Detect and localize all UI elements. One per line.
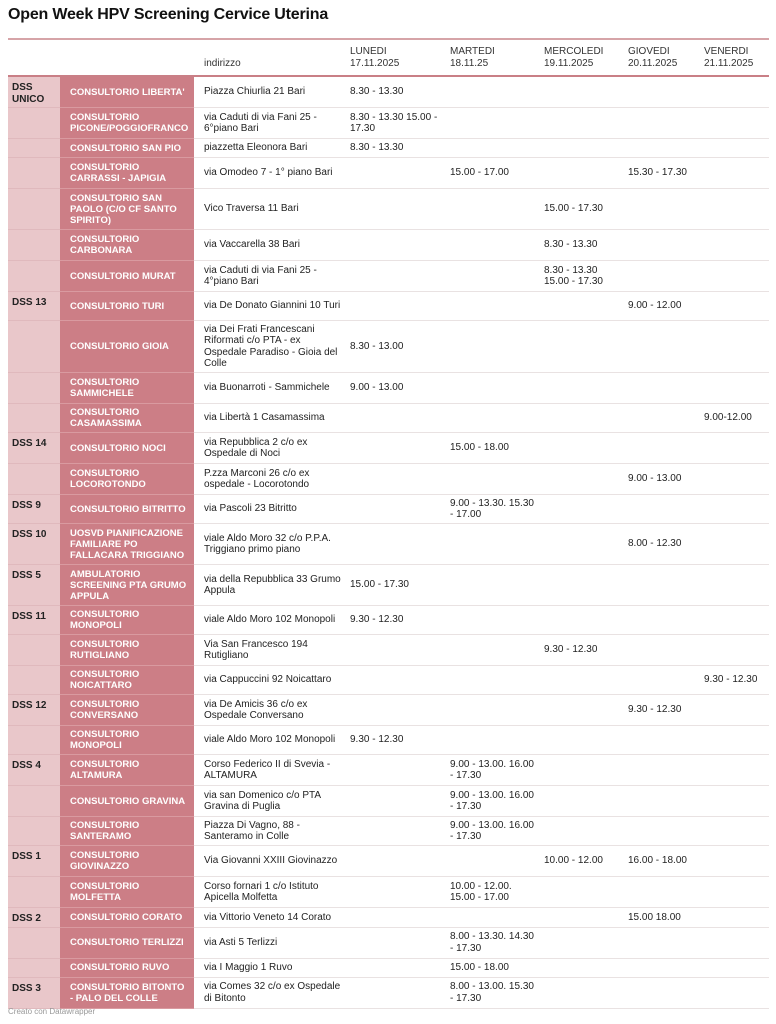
time-cell-mer xyxy=(540,404,624,433)
dss-cell xyxy=(8,139,60,158)
address-cell: via Pascoli 23 Bitritto xyxy=(194,495,346,524)
time-cell-mer: 9.30 - 12.30 xyxy=(540,635,624,666)
time-cell-ven xyxy=(700,261,769,292)
time-cell-lun xyxy=(346,958,446,977)
time-cell-ven xyxy=(700,433,769,464)
dss-cell xyxy=(8,958,60,977)
time-cell-mar xyxy=(446,189,540,230)
time-cell-ven xyxy=(700,524,769,565)
table-row xyxy=(8,158,769,189)
time-cell-gio xyxy=(624,817,700,846)
consultorio-name: AMBULATORIO SCREENING PTA GRUMO APPULA xyxy=(60,565,194,606)
time-cell-mar xyxy=(446,139,540,158)
time-cell-mar xyxy=(446,565,540,606)
time-cell-lun: 15.00 - 17.30 xyxy=(346,565,446,606)
table-row xyxy=(8,695,769,726)
time-cell-ven xyxy=(700,230,769,261)
time-cell-lun xyxy=(346,908,446,928)
table-row xyxy=(8,877,769,908)
consultorio-name: UOSVD PIANIFICAZIONE FAMILIARE PO FALLACARA TRIGGIANO xyxy=(60,524,194,565)
address-cell: viale Aldo Moro 102 Monopoli xyxy=(194,726,346,755)
time-cell-lun xyxy=(346,877,446,908)
time-cell-ven xyxy=(700,755,769,786)
dss-cell: DSS 13 xyxy=(8,292,60,321)
table-row xyxy=(8,495,769,524)
time-cell-ven: 9.00-12.00 xyxy=(700,404,769,433)
time-cell-mar xyxy=(446,635,540,666)
time-cell-lun xyxy=(346,817,446,846)
time-cell-lun: 8.30 - 13.30 xyxy=(346,76,446,108)
consultorio-name: CONSULTORIO LIBERTA' xyxy=(60,76,194,108)
dss-cell xyxy=(8,726,60,755)
address-cell: via De Donato Giannini 10 Turi xyxy=(194,292,346,321)
dss-cell xyxy=(8,927,60,958)
time-cell-mer xyxy=(540,877,624,908)
address-cell: via della Repubblica 33 Grumo Appula xyxy=(194,565,346,606)
header-day-fri: VENERDI 21.11.2025 xyxy=(700,39,769,76)
time-cell-lun xyxy=(346,495,446,524)
time-cell-mer xyxy=(540,76,624,108)
dss-cell xyxy=(8,189,60,230)
dss-cell xyxy=(8,817,60,846)
time-cell-mar: 8.00 - 13.00. 15.30 - 17.30 xyxy=(446,977,540,1008)
footer-credit: Creato con Datawrapper xyxy=(8,1007,96,1016)
consultorio-name: CONSULTORIO SAMMICHELE xyxy=(60,373,194,404)
consultorio-name: CONSULTORIO MOLFETTA xyxy=(60,877,194,908)
table-row xyxy=(8,726,769,755)
time-cell-gio xyxy=(624,404,700,433)
time-cell-ven xyxy=(700,817,769,846)
time-cell-mar xyxy=(446,321,540,373)
time-cell-lun xyxy=(346,261,446,292)
time-cell-gio xyxy=(624,139,700,158)
dss-cell xyxy=(8,464,60,495)
table-row xyxy=(8,108,769,139)
time-cell-mer xyxy=(540,139,624,158)
consultorio-name: CONSULTORIO CONVERSANO xyxy=(60,695,194,726)
header-day-thu: GIOVEDI 20.11.2025 xyxy=(624,39,700,76)
consultorio-name: CONSULTORIO BITONTO - PALO DEL COLLE xyxy=(60,977,194,1008)
dss-cell xyxy=(8,635,60,666)
time-cell-mer: 10.00 - 12.00 xyxy=(540,846,624,877)
time-cell-ven xyxy=(700,139,769,158)
time-cell-ven xyxy=(700,908,769,928)
address-cell: viale Aldo Moro 102 Monopoli xyxy=(194,606,346,635)
time-cell-gio xyxy=(624,958,700,977)
table-row xyxy=(8,189,769,230)
header-day-mon: LUNEDI 17.11.2025 xyxy=(346,39,446,76)
time-cell-mar xyxy=(446,261,540,292)
time-cell-lun xyxy=(346,464,446,495)
dss-cell: DSS 9 xyxy=(8,495,60,524)
time-cell-lun xyxy=(346,635,446,666)
time-cell-ven xyxy=(700,786,769,817)
time-cell-mer xyxy=(540,524,624,565)
time-cell-mer xyxy=(540,433,624,464)
address-cell: via Omodeo 7 - 1° piano Bari xyxy=(194,158,346,189)
time-cell-lun xyxy=(346,846,446,877)
consultorio-name: CONSULTORIO SAN PAOLO (C/O CF SANTO SPIRITO) xyxy=(60,189,194,230)
header-day-wed: MERCOLEDI 19.11.2025 xyxy=(540,39,624,76)
time-cell-ven xyxy=(700,495,769,524)
time-cell-ven xyxy=(700,565,769,606)
time-cell-mer xyxy=(540,817,624,846)
time-cell-mar xyxy=(446,404,540,433)
time-cell-mer xyxy=(540,786,624,817)
time-cell-mer xyxy=(540,666,624,695)
address-cell: Corso fornari 1 c/o Istituto Apicella Molfetta xyxy=(194,877,346,908)
time-cell-mer: 8.30 - 13.30 15.00 - 17.30 xyxy=(540,261,624,292)
time-cell-lun xyxy=(346,524,446,565)
address-cell: Piazza Chiurlia 21 Bari xyxy=(194,76,346,108)
time-cell-mar xyxy=(446,666,540,695)
time-cell-mar xyxy=(446,76,540,108)
time-cell-mar xyxy=(446,373,540,404)
time-cell-mar xyxy=(446,230,540,261)
time-cell-mer xyxy=(540,606,624,635)
address-cell: Vico Traversa 11 Bari xyxy=(194,189,346,230)
time-cell-mer xyxy=(540,565,624,606)
dss-cell xyxy=(8,786,60,817)
time-cell-gio xyxy=(624,373,700,404)
dss-cell: DSS 4 xyxy=(8,755,60,786)
dss-cell xyxy=(8,666,60,695)
address-cell: via De Amicis 36 c/o ex Ospedale Conversano xyxy=(194,695,346,726)
time-cell-mer: 15.00 - 17.30 xyxy=(540,189,624,230)
dss-cell: DSS 1 xyxy=(8,846,60,877)
table-row xyxy=(8,524,769,565)
time-cell-mar: 9.00 - 13.30. 15.30 - 17.00 xyxy=(446,495,540,524)
consultorio-name: CONSULTORIO MURAT xyxy=(60,261,194,292)
time-cell-mar: 8.00 - 13.30. 14.30 - 17.30 xyxy=(446,927,540,958)
time-cell-mar: 15.00 - 18.00 xyxy=(446,433,540,464)
time-cell-mer xyxy=(540,958,624,977)
time-cell-gio xyxy=(624,261,700,292)
time-cell-gio xyxy=(624,726,700,755)
time-cell-mer xyxy=(540,321,624,373)
time-cell-lun: 8.30 - 13.00 xyxy=(346,321,446,373)
time-cell-gio xyxy=(624,565,700,606)
dss-cell xyxy=(8,108,60,139)
time-cell-mar xyxy=(446,846,540,877)
table-row xyxy=(8,261,769,292)
time-cell-ven xyxy=(700,373,769,404)
consultorio-name: CONSULTORIO NOICATTARO xyxy=(60,666,194,695)
time-cell-mar xyxy=(446,908,540,928)
time-cell-gio xyxy=(624,606,700,635)
dss-cell: DSS 14 xyxy=(8,433,60,464)
time-cell-mar: 15.00 - 17.00 xyxy=(446,158,540,189)
time-cell-gio xyxy=(624,433,700,464)
table-row xyxy=(8,755,769,786)
dss-cell xyxy=(8,321,60,373)
time-cell-lun xyxy=(346,977,446,1008)
consultorio-name: CONSULTORIO NOCI xyxy=(60,433,194,464)
address-cell: via I Maggio 1 Ruvo xyxy=(194,958,346,977)
time-cell-lun: 8.30 - 13.30 15.00 - 17.30 xyxy=(346,108,446,139)
consultorio-name: CONSULTORIO SANTERAMO xyxy=(60,817,194,846)
consultorio-name: CONSULTORIO CARRASSI - JAPIGIA xyxy=(60,158,194,189)
time-cell-mar xyxy=(446,695,540,726)
consultorio-name: CONSULTORIO PICONE/POGGIOFRANCO xyxy=(60,108,194,139)
address-cell: via Libertà 1 Casamassima xyxy=(194,404,346,433)
schedule-table xyxy=(8,38,769,1009)
dss-cell xyxy=(8,261,60,292)
time-cell-gio xyxy=(624,877,700,908)
time-cell-mer xyxy=(540,495,624,524)
table-row xyxy=(8,927,769,958)
time-cell-mar: 9.00 - 13.00. 16.00 - 17.30 xyxy=(446,755,540,786)
time-cell-ven xyxy=(700,726,769,755)
time-cell-ven xyxy=(700,635,769,666)
time-cell-mer xyxy=(540,373,624,404)
header-row xyxy=(8,39,769,76)
time-cell-lun xyxy=(346,404,446,433)
address-cell: Corso Federico II di Svevia - ALTAMURA xyxy=(194,755,346,786)
time-cell-lun xyxy=(346,292,446,321)
time-cell-mar xyxy=(446,726,540,755)
time-cell-mar: 9.00 - 13.00. 16.00 - 17.30 xyxy=(446,817,540,846)
consultorio-name: CONSULTORIO SAN PIO xyxy=(60,139,194,158)
time-cell-gio: 15.00 18.00 xyxy=(624,908,700,928)
consultorio-name: CONSULTORIO CARBONARA xyxy=(60,230,194,261)
time-cell-mer xyxy=(540,108,624,139)
time-cell-ven xyxy=(700,958,769,977)
consultorio-name: CONSULTORIO GIOVINAZZO xyxy=(60,846,194,877)
time-cell-ven xyxy=(700,189,769,230)
time-cell-gio xyxy=(624,495,700,524)
page-title: Open Week HPV Screening Cervice Uterina xyxy=(8,6,329,23)
consultorio-name: CONSULTORIO MONOPOLI xyxy=(60,726,194,755)
table-row xyxy=(8,292,769,321)
time-cell-lun xyxy=(346,666,446,695)
time-cell-gio: 9.00 - 13.00 xyxy=(624,464,700,495)
time-cell-mar: 15.00 - 18.00 xyxy=(446,958,540,977)
time-cell-mer xyxy=(540,158,624,189)
table-row xyxy=(8,635,769,666)
time-cell-lun xyxy=(346,189,446,230)
time-cell-mer xyxy=(540,292,624,321)
time-cell-mer: 8.30 - 13.30 xyxy=(540,230,624,261)
time-cell-ven xyxy=(700,977,769,1008)
time-cell-gio xyxy=(624,230,700,261)
time-cell-lun xyxy=(346,158,446,189)
address-cell: via Vaccarella 38 Bari xyxy=(194,230,346,261)
time-cell-gio xyxy=(624,755,700,786)
address-cell: via Asti 5 Terlizzi xyxy=(194,927,346,958)
time-cell-ven xyxy=(700,464,769,495)
time-cell-mer xyxy=(540,726,624,755)
header-consultorio xyxy=(60,39,194,76)
table-body xyxy=(8,76,769,1008)
time-cell-mar xyxy=(446,292,540,321)
time-cell-ven xyxy=(700,606,769,635)
time-cell-gio: 16.00 - 18.00 xyxy=(624,846,700,877)
dss-cell: DSS 5 xyxy=(8,565,60,606)
consultorio-name: CONSULTORIO CORATO xyxy=(60,908,194,928)
time-cell-gio xyxy=(624,927,700,958)
time-cell-ven xyxy=(700,877,769,908)
time-cell-gio xyxy=(624,977,700,1008)
address-cell: via Dei Frati Francescani Riformati c/o PTA - ex Ospedale Paradiso - Gioia del Colle xyxy=(194,321,346,373)
address-cell: via Caduti di via Fani 25 - 6°piano Bari xyxy=(194,108,346,139)
time-cell-gio: 8.00 - 12.30 xyxy=(624,524,700,565)
table-row xyxy=(8,76,769,108)
address-cell: via Repubblica 2 c/o ex Ospedale di Noci xyxy=(194,433,346,464)
address-cell: piazzetta Eleonora Bari xyxy=(194,139,346,158)
consultorio-name: CONSULTORIO GIOIA xyxy=(60,321,194,373)
time-cell-lun xyxy=(346,230,446,261)
dss-cell xyxy=(8,230,60,261)
time-cell-mer xyxy=(540,977,624,1008)
table-row xyxy=(8,565,769,606)
time-cell-ven xyxy=(700,695,769,726)
consultorio-name: CONSULTORIO BITRITTO xyxy=(60,495,194,524)
address-cell: via Vittorio Veneto 14 Corato xyxy=(194,908,346,928)
time-cell-gio xyxy=(624,666,700,695)
time-cell-mar xyxy=(446,524,540,565)
address-cell: via Buonarroti - Sammichele xyxy=(194,373,346,404)
time-cell-mar xyxy=(446,108,540,139)
dss-cell: DSS 12 xyxy=(8,695,60,726)
time-cell-gio xyxy=(624,189,700,230)
time-cell-lun: 8.30 - 13.30 xyxy=(346,139,446,158)
table-row xyxy=(8,846,769,877)
dss-cell xyxy=(8,373,60,404)
time-cell-lun xyxy=(346,695,446,726)
address-cell: via Comes 32 c/o ex Ospedale di Bitonto xyxy=(194,977,346,1008)
table-row xyxy=(8,139,769,158)
time-cell-mar: 10.00 - 12.00. 15.00 - 17.00 xyxy=(446,877,540,908)
consultorio-name: CONSULTORIO RUVO xyxy=(60,958,194,977)
table-row xyxy=(8,606,769,635)
table-row xyxy=(8,786,769,817)
time-cell-gio xyxy=(624,786,700,817)
time-cell-ven xyxy=(700,927,769,958)
time-cell-mer xyxy=(540,755,624,786)
dss-cell: DSS 3 xyxy=(8,977,60,1008)
address-cell: Via San Francesco 194 Rutigliano xyxy=(194,635,346,666)
consultorio-name: CONSULTORIO RUTIGLIANO xyxy=(60,635,194,666)
time-cell-lun xyxy=(346,786,446,817)
table-row xyxy=(8,373,769,404)
header-address: indirizzo xyxy=(194,39,346,76)
table-row xyxy=(8,977,769,1008)
consultorio-name: CONSULTORIO TERLIZZI xyxy=(60,927,194,958)
time-cell-gio xyxy=(624,635,700,666)
header-day-tue: MARTEDI 18.11.25 xyxy=(446,39,540,76)
time-cell-gio: 9.00 - 12.00 xyxy=(624,292,700,321)
dss-cell xyxy=(8,404,60,433)
consultorio-name: CONSULTORIO GRAVINA xyxy=(60,786,194,817)
time-cell-gio: 15.30 - 17.30 xyxy=(624,158,700,189)
table-row xyxy=(8,958,769,977)
time-cell-lun: 9.00 - 13.00 xyxy=(346,373,446,404)
time-cell-lun xyxy=(346,755,446,786)
dss-cell: DSS 11 xyxy=(8,606,60,635)
time-cell-mar xyxy=(446,606,540,635)
consultorio-name: CONSULTORIO MONOPOLI xyxy=(60,606,194,635)
address-cell: viale Aldo Moro 32 c/o P.P.A. Triggiano primo piano xyxy=(194,524,346,565)
time-cell-lun: 9.30 - 12.30 xyxy=(346,726,446,755)
time-cell-gio: 9.30 - 12.30 xyxy=(624,695,700,726)
time-cell-lun xyxy=(346,927,446,958)
address-cell: Piazza Di Vagno, 88 - Santeramo in Colle xyxy=(194,817,346,846)
time-cell-mer xyxy=(540,927,624,958)
table-row xyxy=(8,908,769,928)
table-row xyxy=(8,666,769,695)
address-cell: via san Domenico c/o PTA Gravina di Puglia xyxy=(194,786,346,817)
header-dss xyxy=(8,39,60,76)
time-cell-mer xyxy=(540,695,624,726)
consultorio-name: CONSULTORIO CASAMASSIMA xyxy=(60,404,194,433)
time-cell-ven xyxy=(700,321,769,373)
table-row xyxy=(8,321,769,373)
address-cell: via Caduti di via Fani 25 - 4°piano Bari xyxy=(194,261,346,292)
time-cell-mar xyxy=(446,464,540,495)
consultorio-name: CONSULTORIO TURI xyxy=(60,292,194,321)
time-cell-ven xyxy=(700,108,769,139)
address-cell: Via Giovanni XXIII Giovinazzo xyxy=(194,846,346,877)
table-row xyxy=(8,404,769,433)
dss-cell: DSS 10 xyxy=(8,524,60,565)
table-row xyxy=(8,230,769,261)
table-row xyxy=(8,433,769,464)
consultorio-name: CONSULTORIO ALTAMURA xyxy=(60,755,194,786)
time-cell-gio xyxy=(624,108,700,139)
time-cell-gio xyxy=(624,76,700,108)
time-cell-ven xyxy=(700,76,769,108)
dss-cell: DSS UNICO xyxy=(8,76,60,108)
table-row xyxy=(8,817,769,846)
dss-cell xyxy=(8,877,60,908)
address-cell: via Cappuccini 92 Noicattaro xyxy=(194,666,346,695)
time-cell-mer xyxy=(540,464,624,495)
time-cell-ven xyxy=(700,158,769,189)
time-cell-ven xyxy=(700,292,769,321)
address-cell: P.zza Marconi 26 c/o ex ospedale - Locorotondo xyxy=(194,464,346,495)
consultorio-name: CONSULTORIO LOCOROTONDO xyxy=(60,464,194,495)
dss-cell: DSS 2 xyxy=(8,908,60,928)
table-row xyxy=(8,464,769,495)
dss-cell xyxy=(8,158,60,189)
time-cell-ven: 9.30 - 12.30 xyxy=(700,666,769,695)
time-cell-mer xyxy=(540,908,624,928)
time-cell-lun: 9.30 - 12.30 xyxy=(346,606,446,635)
time-cell-lun xyxy=(346,433,446,464)
time-cell-mar: 9.00 - 13.00. 16.00 - 17.30 xyxy=(446,786,540,817)
time-cell-ven xyxy=(700,846,769,877)
time-cell-gio xyxy=(624,321,700,373)
